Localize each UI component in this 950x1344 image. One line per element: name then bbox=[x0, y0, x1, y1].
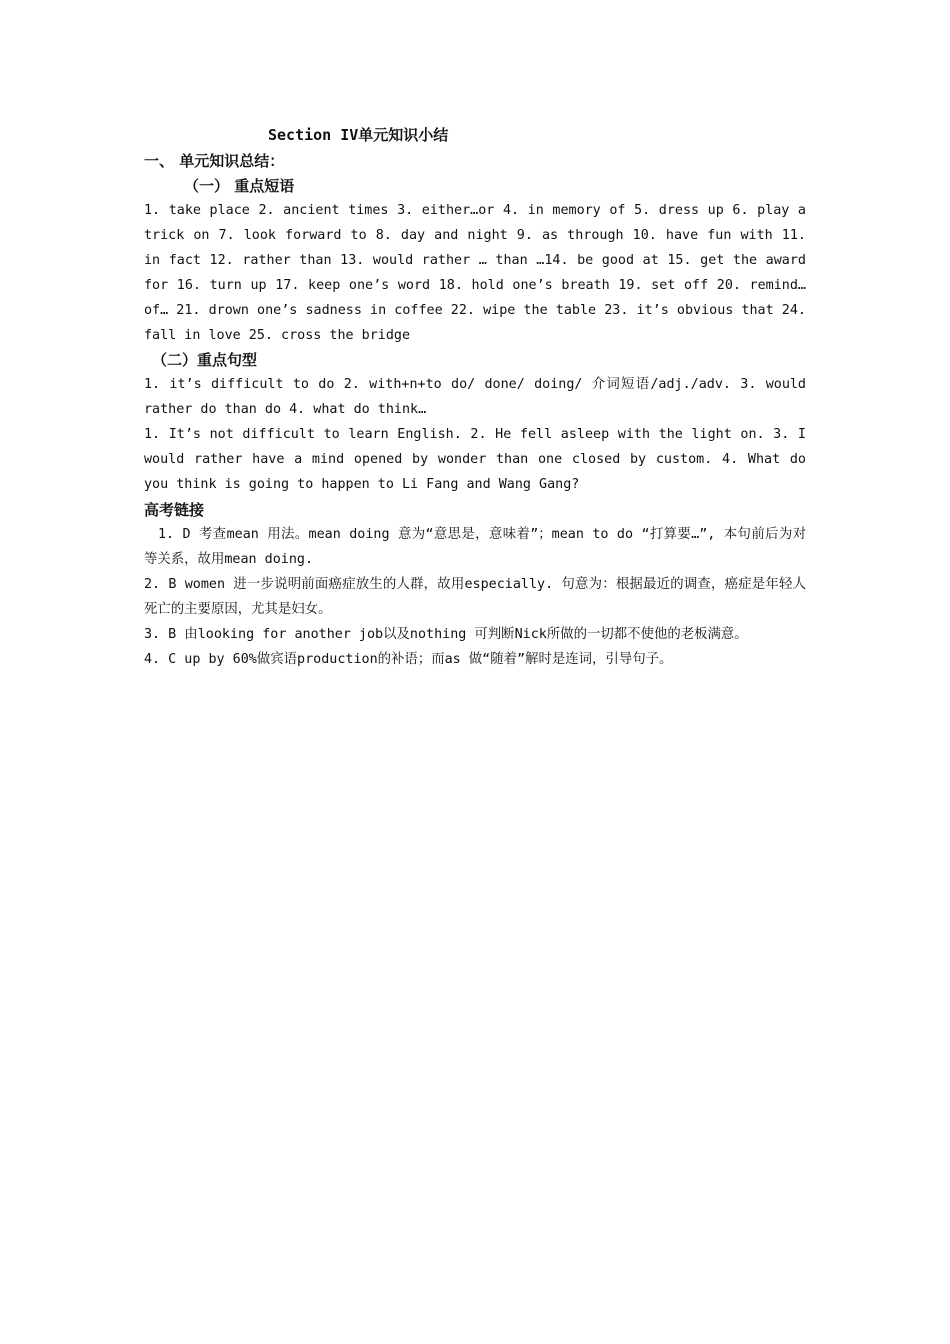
document-title: Section IV单元知识小结 bbox=[268, 126, 449, 144]
gaokao-answer-4: 4. C up by 60%做宾语production的补语；而as 做“随着”解时是连词，引导句子。 bbox=[144, 651, 673, 667]
key-sentences-heading: （二）重点句型 bbox=[152, 351, 258, 370]
document-body bbox=[144, 124, 806, 672]
gaokao-answer-3: 3. B 由looking for another job以及nothing 可判断Nick所做的一切都不使他的老板满意。 bbox=[144, 626, 748, 642]
key-sentences-patterns: 1. it’s difficult to do 2. with+n+to do/ done/ doing/ 介词短语/adj./adv. 3. would rather do than do 4. what do think… bbox=[144, 377, 806, 418]
gaokao-answer-2: 2. B women 进一步说明前面癌症放生的人群，故用especially. 句意为：根据最近的调查，癌症是年轻人死亡的主要原因，尤其是妇女。 bbox=[144, 576, 806, 617]
key-phrases-heading: （一） 重点短语 bbox=[184, 177, 295, 195]
key-phrases-text: 1. take place 2. ancient times 3. either…or 4. in memory of 5. dress up 6. play a trick on 7. look forward to 8. day and night 9. as through 10. have fun with 11. in fact 12. rather than 13. would rather … than …14. be good at 15. get the award for 16. turn up 17. keep one’s word 18. hold one’s breath 19. set off 20. remind…of… 21. drown one’s sadness in coffee 22. wipe the table 23. it’s obvious that 24. fall in love 25. cross the bridge bbox=[144, 203, 806, 343]
gaokao-answer-1: 1. D 考查mean 用法。mean doing 意为“意思是，意味着”；mean to do “打算要…”, 本句前后为对等关系，故用mean doing. bbox=[144, 526, 806, 567]
gaokao-heading: 高考链接 bbox=[144, 500, 205, 519]
key-sentences-examples: 1. It’s not difficult to learn English. 2. He fell asleep with the light on. 3. I would rather have a mind opened by wonder than one closed by custom. 4. What do you think is going to happen to Li Fang and Wang Gang? bbox=[144, 427, 806, 493]
section-one-heading: 一、 单元知识总结： bbox=[144, 152, 285, 170]
